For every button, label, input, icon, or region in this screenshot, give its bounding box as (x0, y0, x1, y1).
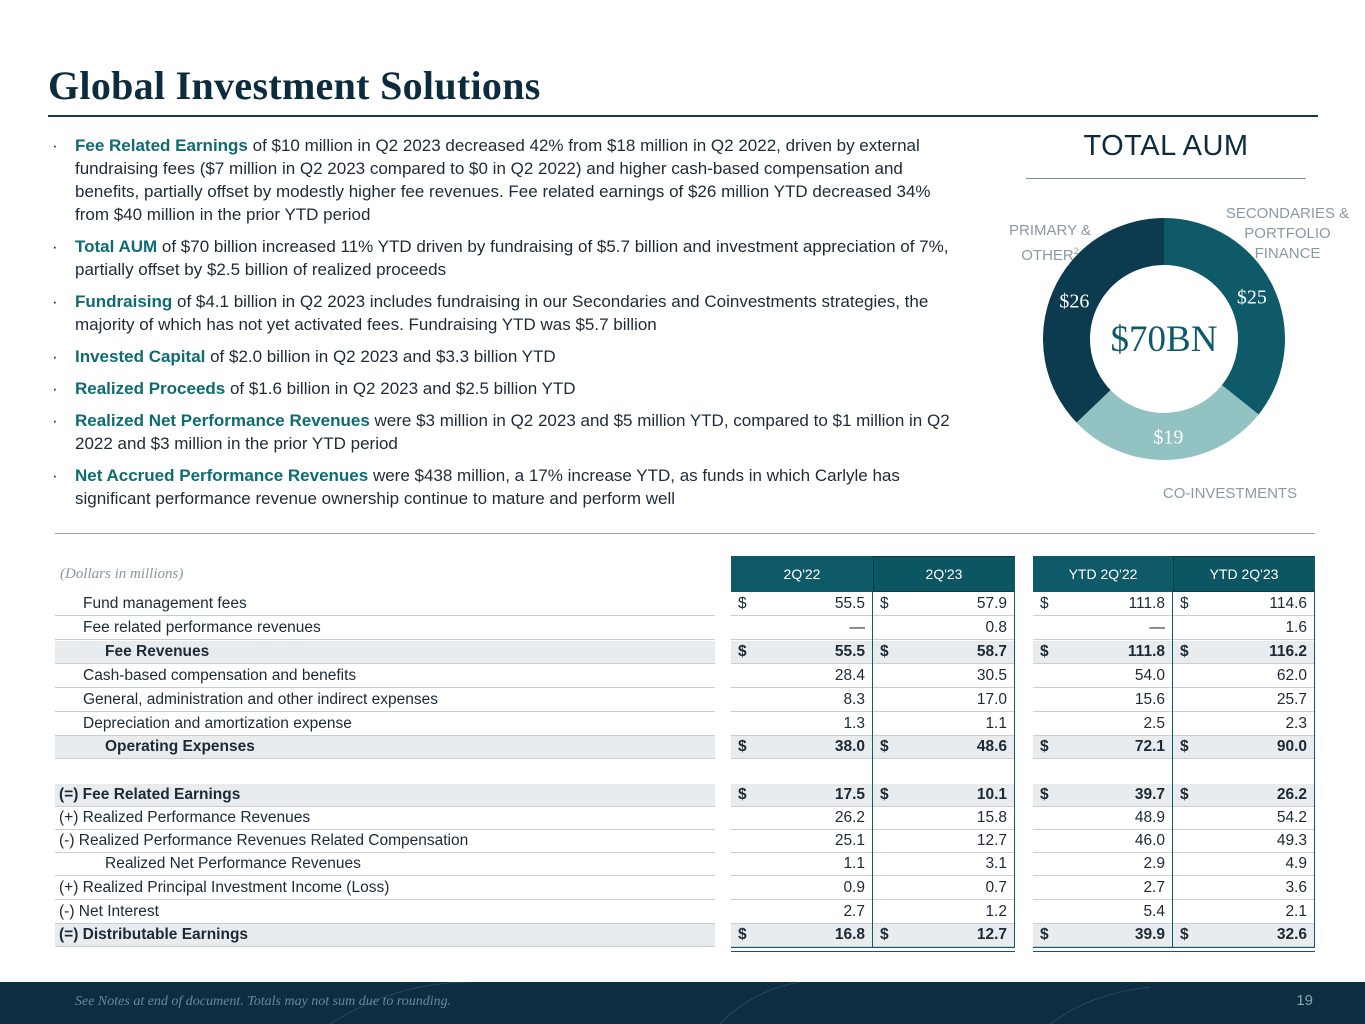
table-cell (873, 807, 1015, 830)
currency-symbol: $ (738, 643, 747, 660)
currency-symbol: $ (738, 786, 747, 803)
units-note: (Dollars in millions) (60, 566, 184, 582)
table-cell (731, 901, 873, 924)
bullet-item (52, 409, 967, 455)
cell-divider (1173, 615, 1315, 616)
cell-value: 2.9 (1143, 855, 1165, 872)
currency-symbol: $ (1180, 786, 1189, 803)
title-divider (48, 115, 1318, 117)
table-cell (873, 877, 1015, 900)
row-divider (55, 758, 715, 759)
cell-divider (1033, 758, 1173, 759)
total-underline (1173, 947, 1315, 952)
table-cell (731, 784, 873, 807)
cell-divider (1173, 711, 1315, 712)
column-border (1314, 556, 1315, 948)
table-row (55, 853, 1315, 876)
bullet-item (52, 464, 967, 510)
cell-value: 72.1 (1134, 738, 1165, 755)
bullet-text: of $70 billion increased 11% YTD driven by fundraising of $5.7 billion and investment appreciation of 7%, partially offset by $2.5 billion of realized proceeds (75, 237, 949, 279)
currency-symbol: $ (1040, 786, 1049, 803)
currency-symbol: $ (1180, 643, 1189, 660)
currency-symbol: $ (1180, 595, 1189, 612)
table-cell (731, 830, 873, 853)
table-cell (1033, 901, 1173, 924)
bullet-text: of $10 million in Q2 2023 decreased 42% from $18 million in Q2 2022, driven by external fundraising fees ($7 million in Q2 2023 compared to $0 in Q2 2022) and higher cash-based compensation and benefits, partially offset by modestly higher fee revenues. Fee related earnings of $26 million YTD decreased 34% from $40 million in the prior YTD period (75, 136, 931, 224)
page-number: 19 (1296, 992, 1313, 1009)
cell-value: 49.3 (1276, 832, 1307, 849)
table-cell (731, 713, 873, 736)
table-cell (1033, 736, 1173, 759)
table-cell (731, 593, 873, 616)
donut-slice (1164, 218, 1285, 414)
row-label: Cash-based compensation and benefits (83, 667, 357, 684)
cell-divider (731, 875, 873, 876)
table-cell (873, 689, 1015, 712)
aum-center-label: $70BN (1110, 319, 1218, 360)
row-label: (=) Fee Related Earnings (59, 786, 241, 803)
table-cell (1033, 713, 1173, 736)
footer-note: See Notes at end of document. Totals may not sum due to rounding. (75, 994, 452, 1009)
table-cell (873, 665, 1015, 688)
row-divider (55, 687, 715, 688)
page-title: Global Investment Solutions (48, 63, 541, 108)
row-label: (-) Net Interest (59, 903, 159, 920)
cell-value: 48.6 (976, 738, 1007, 755)
bullet-highlight: Net Accrued Performance Revenues (75, 466, 369, 485)
table-row (55, 901, 1315, 924)
column-header: 2Q'23 (873, 556, 1015, 592)
cell-divider (873, 687, 1015, 688)
cell-value: 111.8 (1127, 643, 1165, 660)
table-cell (873, 853, 1015, 876)
cell-divider (731, 758, 873, 759)
table-cell (1033, 853, 1173, 876)
table-cell (873, 901, 1015, 924)
cell-value: 4.9 (1285, 855, 1307, 872)
cell-value: 2.7 (843, 903, 865, 920)
bullet-highlight: Realized Net Performance Revenues (75, 411, 370, 430)
cell-value: 55.5 (834, 595, 865, 612)
table-cell (1173, 593, 1315, 616)
row-label: Depreciation and amortization expense (83, 715, 352, 732)
cell-value: 12.7 (976, 832, 1007, 849)
row-label: (+) Realized Performance Revenues (59, 809, 311, 826)
cell-value: 2.1 (1285, 903, 1307, 920)
table-cell (873, 784, 1015, 807)
bullet-dot: · (52, 466, 58, 485)
cell-divider (731, 711, 873, 712)
bullet-item (52, 345, 967, 368)
cell-value: 0.8 (985, 619, 1007, 636)
coinvestments-label: CO-INVESTMENTS (1162, 485, 1298, 502)
cell-value: — (1149, 619, 1165, 636)
cell-value: 25.1 (834, 832, 865, 849)
table-cell (1173, 807, 1315, 830)
table-cell (1173, 665, 1315, 688)
currency-symbol: $ (880, 643, 889, 660)
bullet-highlight: Realized Proceeds (75, 379, 226, 398)
table-cell (873, 593, 1015, 616)
cell-divider (873, 875, 1015, 876)
cell-value: 26.2 (834, 809, 865, 826)
bullet-item (52, 235, 967, 281)
bullet-highlight: Fundraising (75, 292, 173, 311)
cell-divider (1033, 711, 1173, 712)
cell-value: 17.0 (976, 691, 1007, 708)
aum-divider (1026, 178, 1306, 179)
cell-value: 2.3 (1285, 715, 1307, 732)
bullet-dot: · (52, 411, 58, 430)
table-row (55, 736, 1315, 759)
section-divider (55, 533, 1315, 534)
bullet-highlight: Invested Capital (75, 347, 206, 366)
row-divider (55, 875, 715, 876)
cell-divider (731, 899, 873, 900)
currency-symbol: $ (880, 738, 889, 755)
row-divider (55, 711, 715, 712)
cell-divider (1173, 639, 1315, 640)
currency-symbol: $ (1040, 643, 1049, 660)
cell-value: 10.1 (976, 786, 1007, 803)
currency-symbol: $ (738, 595, 747, 612)
cell-value: 111.8 (1128, 595, 1165, 612)
currency-symbol: $ (880, 926, 889, 943)
table-cell (731, 641, 873, 664)
table-row (55, 593, 1315, 616)
table-cell (1033, 807, 1173, 830)
cell-divider (873, 639, 1015, 640)
cell-divider (731, 687, 873, 688)
total-underline (873, 947, 1015, 952)
column-header: YTD 2Q'22 (1033, 556, 1173, 592)
cell-value: 39.9 (1134, 926, 1165, 943)
currency-symbol: $ (1180, 926, 1189, 943)
cell-value: 30.5 (976, 667, 1007, 684)
bullet-dot: · (52, 292, 58, 311)
table-cell (731, 736, 873, 759)
cell-divider (731, 639, 873, 640)
table-cell (873, 830, 1015, 853)
primary-label: PRIMARY & OTHER$^2$ (1009, 222, 1091, 264)
cell-value: 54.2 (1276, 809, 1307, 826)
cell-value: 1.3 (843, 715, 865, 732)
row-label: (=) Distributable Earnings (59, 926, 249, 943)
table-cell (1033, 877, 1173, 900)
column-border (872, 556, 873, 948)
cell-value: 1.2 (985, 903, 1007, 920)
table-cell (1173, 736, 1315, 759)
table-cell (873, 617, 1015, 640)
cell-value: 15.8 (976, 809, 1007, 826)
cell-value: 116.2 (1269, 643, 1307, 660)
column-border (1014, 556, 1015, 948)
row-divider (55, 663, 715, 664)
bullet-highlight: Fee Related Earnings (75, 136, 248, 155)
table-row (55, 713, 1315, 736)
bullet-dot: · (52, 379, 58, 398)
row-divider (55, 899, 715, 900)
row-label: Realized Net Performance Revenues (105, 855, 361, 872)
currency-symbol: $ (880, 595, 889, 612)
cell-divider (1033, 875, 1173, 876)
cell-divider (1173, 663, 1315, 664)
table-cell (873, 713, 1015, 736)
cell-value: 55.5 (834, 643, 865, 660)
cell-divider (873, 615, 1015, 616)
row-label: (-) Realized Performance Revenues Related Compensation (59, 832, 469, 849)
bullet-dot: · (52, 136, 58, 155)
bullet-text: of $2.0 billion in Q2 2023 and $3.3 billion YTD (205, 347, 556, 366)
cell-value: 48.9 (1134, 809, 1165, 826)
table-cell (1173, 713, 1315, 736)
table-cell (731, 807, 873, 830)
cell-value: 3.6 (1285, 879, 1307, 896)
table-row (55, 830, 1315, 853)
cell-divider (1033, 687, 1173, 688)
cell-value: 1.6 (1285, 619, 1307, 636)
currency-symbol: $ (880, 786, 889, 803)
cell-divider (1173, 687, 1315, 688)
table-cell (1173, 641, 1315, 664)
cell-value: 0.7 (985, 879, 1007, 896)
table-cell (731, 617, 873, 640)
cell-value: 25.7 (1276, 691, 1307, 708)
bullet-list (52, 134, 967, 519)
table-cell (1173, 853, 1315, 876)
bullet-highlight: Total AUM (75, 237, 158, 256)
cell-divider (1033, 663, 1173, 664)
cell-divider (1173, 899, 1315, 900)
table-cell (1173, 617, 1315, 640)
cell-divider (1033, 899, 1173, 900)
cell-value: 90.0 (1276, 738, 1307, 755)
table-cell (1173, 924, 1315, 947)
table-cell (731, 853, 873, 876)
cell-value: 3.1 (985, 855, 1007, 872)
donut-slice-label: $25 (1236, 286, 1267, 309)
table-cell (1173, 877, 1315, 900)
cell-value: 16.8 (834, 926, 865, 943)
row-divider (55, 615, 715, 616)
bullet-text: were $3 million in Q2 2023 and $5 million YTD, compared to $1 million in Q2 2022 and $3 million in the prior YTD period (75, 411, 950, 453)
cell-value: 114.6 (1269, 595, 1307, 612)
table-cell (1173, 901, 1315, 924)
cell-divider (873, 899, 1015, 900)
cell-value: 1.1 (985, 715, 1007, 732)
table-cell (1033, 924, 1173, 947)
column-header: YTD 2Q'23 (1173, 556, 1315, 592)
bullet-dot: · (52, 237, 58, 256)
table-cell (1173, 689, 1315, 712)
cell-value: — (849, 619, 865, 636)
bullet-item (52, 134, 967, 226)
cell-value: 39.7 (1134, 786, 1165, 803)
table-row (55, 665, 1315, 688)
cell-divider (873, 711, 1015, 712)
cell-value: 32.6 (1276, 926, 1307, 943)
cell-value: 8.3 (843, 691, 865, 708)
cell-value: 0.9 (843, 879, 865, 896)
table-row (55, 689, 1315, 712)
currency-symbol: $ (1040, 926, 1049, 943)
table-cell (731, 877, 873, 900)
currency-symbol: $ (1040, 738, 1049, 755)
table-cell (1033, 830, 1173, 853)
currency-symbol: $ (1040, 595, 1049, 612)
cell-divider (731, 663, 873, 664)
cell-value: 28.4 (834, 667, 865, 684)
row-divider (55, 639, 715, 640)
cell-value: 38.0 (834, 738, 865, 755)
row-label: Fee related performance revenues (83, 619, 321, 636)
bullet-text: of $4.1 billion in Q2 2023 includes fundraising in our Secondaries and Coinvestments strategies, the majority of which has not yet activated fees. Fundraising YTD was $5.7 billion (75, 292, 929, 334)
cell-value: 57.9 (976, 595, 1007, 612)
cell-value: 1.1 (843, 855, 865, 872)
donut-slice-label: $26 (1059, 290, 1090, 313)
table-row (55, 784, 1315, 807)
table-cell (1173, 784, 1315, 807)
table-cell (1173, 830, 1315, 853)
bullet-dot: · (52, 347, 58, 366)
table-cell (1033, 641, 1173, 664)
table-cell (731, 924, 873, 947)
table-cell (1033, 617, 1173, 640)
table-row (55, 641, 1315, 664)
table-row (55, 807, 1315, 830)
bullet-text: were $438 million, a 17% increase YTD, as funds in which Carlyle has significant performance revenue ownership continue to mature and perform well (75, 466, 900, 508)
row-label: Fund management fees (83, 595, 247, 612)
table-row (55, 924, 1315, 947)
cell-value: 62.0 (1276, 667, 1307, 684)
cell-value: 54.0 (1134, 667, 1165, 684)
bullet-item (52, 290, 967, 336)
cell-divider (873, 758, 1015, 759)
cell-divider (1033, 639, 1173, 640)
column-border (1172, 556, 1173, 948)
total-underline (731, 947, 873, 952)
currency-symbol: $ (738, 926, 747, 943)
cell-divider (1173, 758, 1315, 759)
cell-divider (1033, 615, 1173, 616)
cell-value: 15.6 (1134, 691, 1165, 708)
cell-value: 5.4 (1143, 903, 1165, 920)
table-cell (873, 736, 1015, 759)
total-underline (1033, 947, 1173, 952)
table-cell (731, 665, 873, 688)
cell-divider (1173, 875, 1315, 876)
currency-symbol: $ (738, 738, 747, 755)
footer (0, 982, 1365, 1024)
bullet-text: of $1.6 billion in Q2 2023 and $2.5 billion YTD (225, 379, 576, 398)
cell-divider (873, 663, 1015, 664)
donut-slice-label: $19 (1153, 426, 1184, 449)
row-divider (55, 946, 715, 947)
table-cell (1033, 593, 1173, 616)
table-cell (1033, 784, 1173, 807)
table-cell (873, 924, 1015, 947)
row-label: Fee Revenues (105, 643, 210, 660)
table-row (55, 617, 1315, 640)
secondaries-label: SECONDARIES & PORTFOLIO FINANCE (1225, 205, 1350, 262)
row-label: General, administration and other indirect expenses (83, 691, 438, 708)
cell-value: 58.7 (976, 643, 1007, 660)
table-cell (873, 641, 1015, 664)
aum-donut-chart (1043, 218, 1285, 460)
cell-value: 26.2 (1276, 786, 1307, 803)
cell-value: 2.5 (1143, 715, 1165, 732)
cell-value: 46.0 (1134, 832, 1165, 849)
cell-value: 2.7 (1143, 879, 1165, 896)
currency-symbol: $ (1180, 738, 1189, 755)
aum-title: TOTAL AUM (1083, 130, 1249, 162)
cell-value: 17.5 (834, 786, 865, 803)
table-cell (1033, 665, 1173, 688)
cell-value: 12.7 (976, 926, 1007, 943)
cell-divider (731, 615, 873, 616)
bullet-item (52, 377, 967, 400)
table-row (55, 877, 1315, 900)
row-label: Operating Expenses (105, 738, 255, 755)
row-label: (+) Realized Principal Investment Income (Loss) (59, 879, 390, 896)
table-cell (731, 689, 873, 712)
column-header: 2Q'22 (731, 556, 873, 592)
table-cell (1033, 689, 1173, 712)
